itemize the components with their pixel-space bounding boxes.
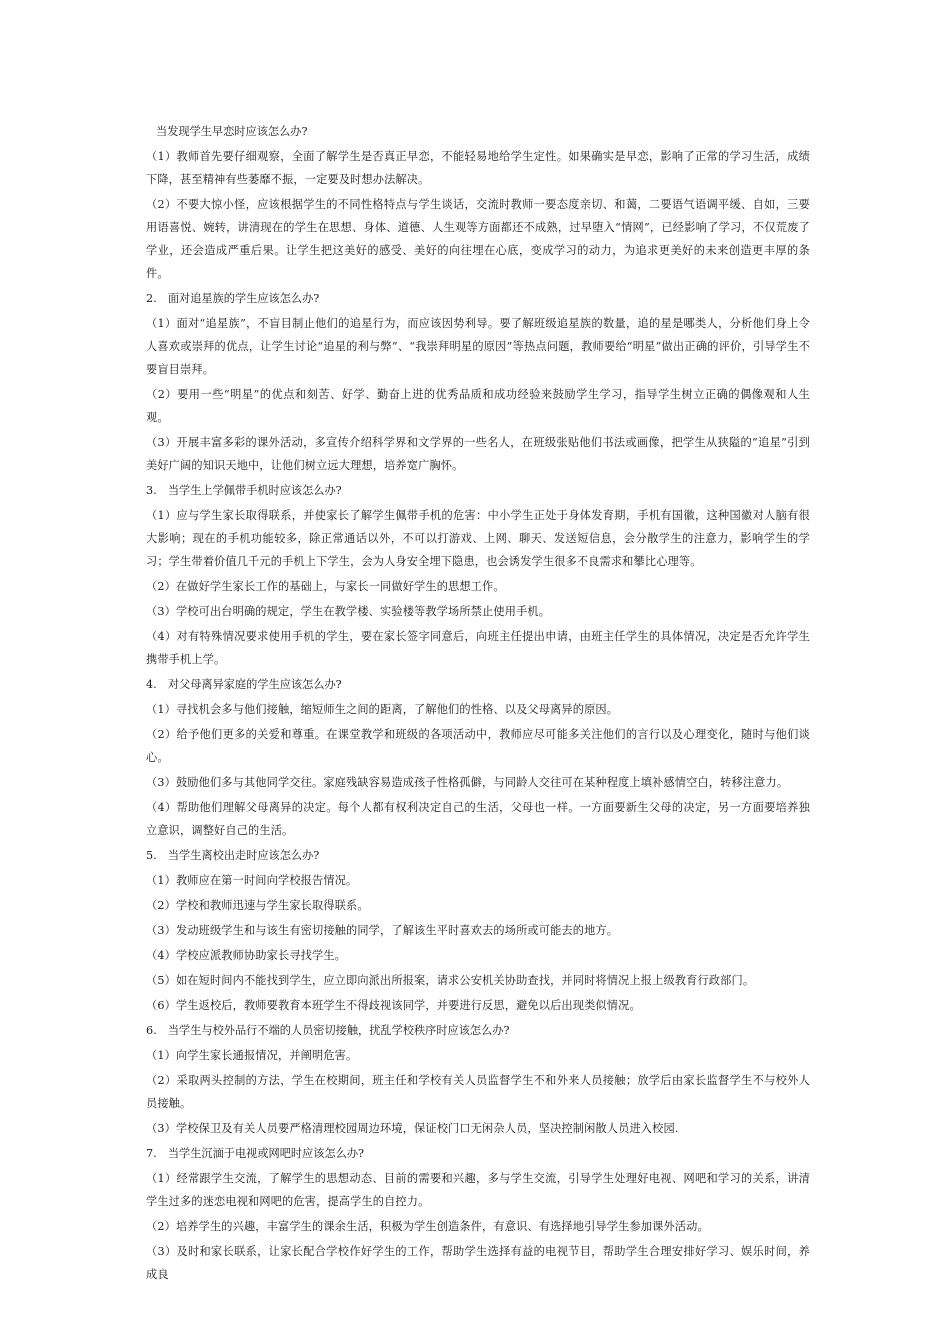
paragraph: （6）学生返校后，教师要教育本班学生不得歧视该同学，并要进行反思，避免以后出现类似情况。 — [146, 999, 641, 1012]
paragraph: （2）学校和教师迅速与学生家长取得联系。 — [146, 899, 369, 912]
paragraph: （1）教师首先要仔细观察，全面了解学生是否真正早恋，不能轻易地给学生定性。如果确实是早恋，影响了正常的学习生活，成绩下降，甚至精神有些萎靡不振，一定要及时想办法解决。 — [146, 150, 810, 186]
paragraph: （1）寻找机会多与他们接触，缩短师生之间的距离，了解他们的性格、以及父母离异的原因。 — [146, 703, 619, 716]
paragraph: （3）学校可出台明确的规定，学生在教学楼、实验楼等教学场所禁止使用手机。 — [146, 605, 551, 618]
paragraph: （4）对有特殊情况要求使用手机的学生，要在家长签字同意后，向班主任提出申请，由班主任学生的具体情况，决定是否允许学生携带手机上学。 — [146, 630, 810, 666]
paragraph: （2）要用一些“明星”的优点和刻苦、好学、勤奋上进的优秀品质和成功经验来鼓励学生学习，指导学生树立正确的偶像观和人生观。 — [146, 388, 810, 424]
document-body — [146, 120, 810, 1288]
paragraph: （5）如在短时间内不能找到学生，应立即向派出所报案，请求公安机关协助查找，并同时将情况上报上级教育行政部门。 — [146, 974, 755, 987]
paragraph: （3）及时和家长联系，让家长配合学校作好学生的工作，帮助学生选择有益的电视节目，帮助学生合理安排好学习、娱乐时间，养成良 — [146, 1245, 810, 1281]
paragraph: （1）向学生家长通报情况，并阐明危害。 — [146, 1049, 358, 1062]
question-heading: 2. 面对追星族的学生应该怎么办? — [146, 292, 320, 305]
paragraph: （4）学校应派教师协助家长寻找学生。 — [146, 949, 347, 962]
question-heading: 7. 当学生沉湎于电视或网吧时应该怎么办? — [146, 1147, 365, 1160]
question-heading: 3. 当学生上学佩带手机时应该怎么办? — [146, 484, 342, 497]
question-heading: 5. 当学生离校出走时应该怎么办? — [146, 849, 320, 862]
paragraph: （4）帮助他们理解父母离异的决定。每个人都有权利决定自己的生活，父母也一样。一方面要新生父母的决定，另一方面要培养独立意识，调整好自己的生活。 — [146, 801, 810, 837]
paragraph: （2）培养学生的兴趣，丰富学生的课余生活，积极为学生创造条件，有意识、有选择地引导学生参加课外活动。 — [146, 1220, 709, 1233]
paragraph: （1）面对“追星族”，不盲目制止他们的追星行为，而应该因势利导。要了解班级追星族的数量，追的星是哪类人，分析他们身上令人喜欢或崇拜的优点，让学生讨论“追星的利与弊”、“我崇拜明星的原因”等热点问题，教师要给“明星”做出正确的评价，引导学生不要盲目崇拜。 — [146, 317, 810, 376]
question-heading: 4. 对父母离异家庭的学生应该怎么办? — [146, 678, 342, 691]
paragraph: （3）学校保卫及有关人员要严格清理校园周边环境，保证校门口无闲杂人员，坚决控制闲散人员进入校园. — [146, 1122, 679, 1135]
paragraph: （3）发动班级学生和与该生有密切接触的同学，了解该生平时喜欢去的场所或可能去的地方。 — [146, 924, 619, 937]
paragraph: （1）应与学生家长取得联系，并使家长了解学生佩带手机的危害：中小学生正处于身体发育期，手机有国徽，这种国徽对人脑有很大影响；现在的手机功能较多，除正常通话以外，不可以打游戏、上网、聊天、发送短信息，会分散学生的注意力，影响学生的学习；学生带着价值几千元的手机上下学生，会为人身安全埋下隐患，也会诱发学生很多不良需求和攀比心理等。 — [146, 509, 810, 568]
paragraph: （2）在做好学生家长工作的基础上，与家长一同做好学生的思想工作。 — [146, 580, 505, 593]
paragraph: （2）给予他们更多的关爱和尊重。在课堂教学和班级的各项活动中，教师应尽可能多关注他们的言行以及心理变化，随时与他们谈心。 — [146, 728, 810, 764]
paragraph: （1）经常跟学生交流，了解学生的思想动态、目前的需要和兴趣，多与学生交流，引导学生处理好电视、网吧和学习的关系，讲清学生过多的迷恋电视和网吧的危害，提高学生的自控力。 — [146, 1172, 810, 1208]
paragraph: （1）教师应在第一时间向学校报告情况。 — [146, 874, 358, 887]
paragraph: （2）不要大惊小怪，应该根据学生的不同性格特点与学生谈话，交流时教师一要态度亲切、和蔼，二要语气语调平缓、自如，三要用语喜悦、婉转，讲清现在的学生在思想、身体、道德、人生观等方面都还不成熟，过早堕入“情网”，已经影响了学习，不仅荒废了学业，还会造成严重后果。让学生把这美好的感受、美好的向往埋在心底，变成学习的动力，为追求更美好的未来创造更丰厚的条件。 — [146, 198, 810, 280]
question-heading: 当发现学生早恋时应该怎么办? — [156, 125, 308, 138]
paragraph: （3）鼓励他们多与其他同学交往。家庭残缺容易造成孩子性格孤僻，与同龄人交往可在某种程度上填补感情空白，转移注意力。 — [146, 776, 789, 789]
paragraph: （3）开展丰富多彩的课外活动，多宣传介绍科学界和文学界的一些名人，在班级张贴他们书法或画像，把学生从狭隘的“追星”引到美好广阔的知识天地中，让他们树立远大理想，培养宽广胸怀。 — [146, 436, 810, 472]
question-heading: 6. 当学生与校外品行不端的人员密切接触，扰乱学校秩序时应该怎么办? — [146, 1024, 510, 1037]
paragraph: （2）采取两头控制的方法，学生在校期间，班主任和学校有关人员监督学生不和外来人员接触；放学后由家长监督学生不与校外人员接触。 — [146, 1074, 810, 1110]
